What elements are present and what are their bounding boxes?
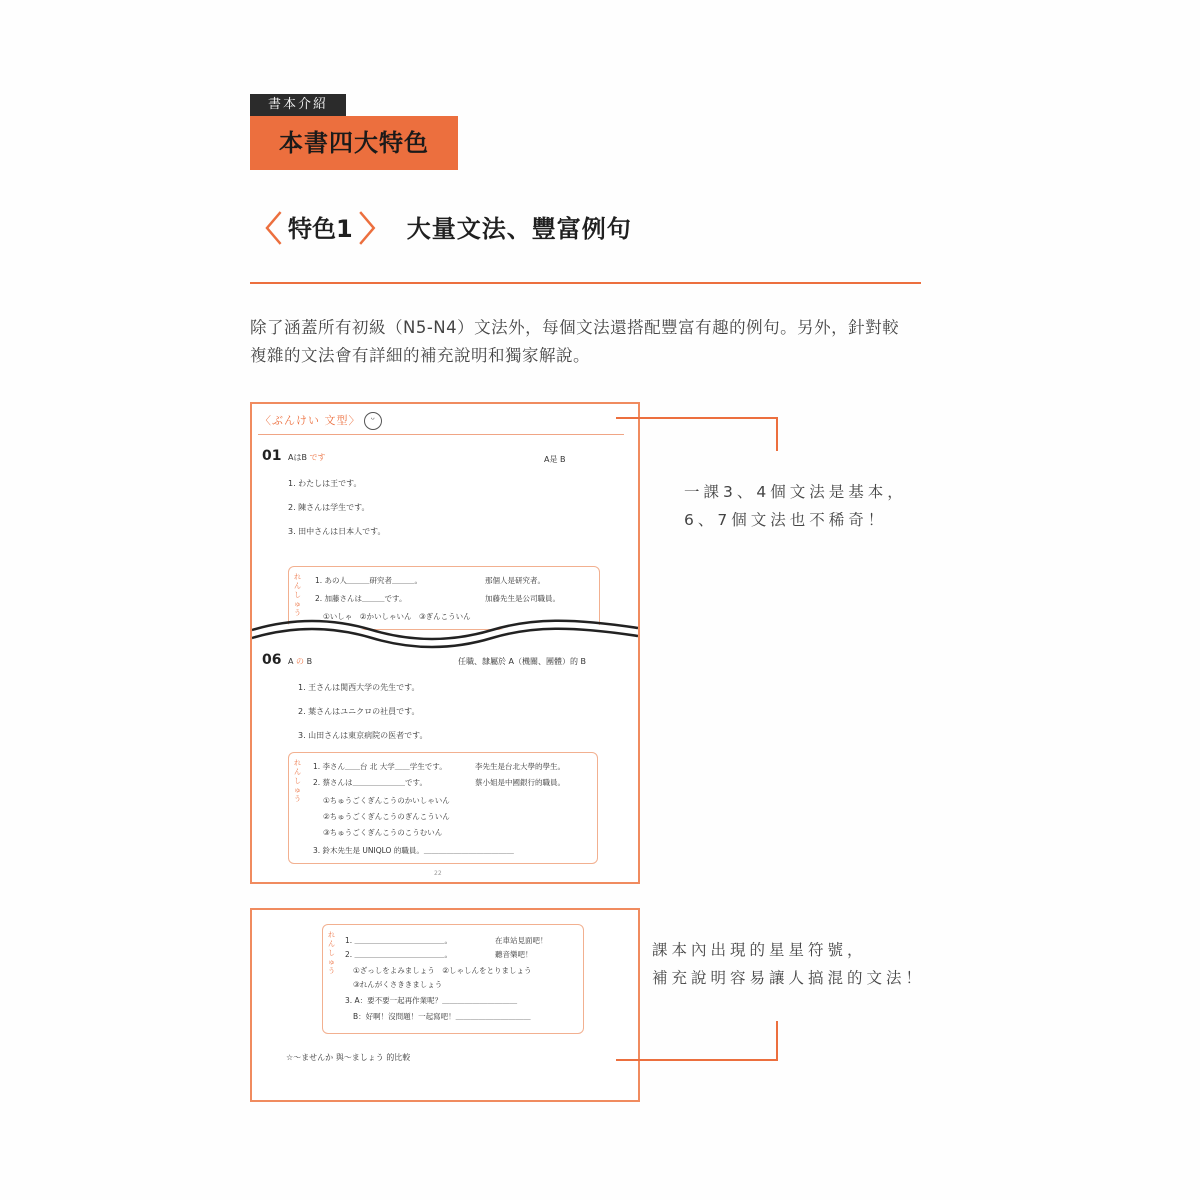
grammar-translation: 任職、隸屬於 A（機關、團體）的 B bbox=[458, 657, 587, 666]
practice-line: 3. 鈴木先生是 UNIQLO 的職員。＿＿＿＿＿＿＿＿＿＿＿＿ bbox=[313, 846, 514, 855]
example-sentence: 2. 陳さんは学生です。 bbox=[288, 503, 370, 512]
practice-line: B：好啊！沒問題！一起寫吧！＿＿＿＿＿＿＿＿＿＿ bbox=[353, 1012, 531, 1021]
sample-page-2 bbox=[250, 908, 640, 1102]
practice-line: 1. ＿＿＿＿＿＿＿＿＿＿＿＿。 bbox=[345, 936, 453, 945]
callout-line: 課本內出現的星星符號， bbox=[652, 941, 867, 959]
practice-option: ③れんがくさききましょう bbox=[353, 980, 443, 989]
pattern-text: AはB bbox=[288, 453, 307, 462]
practice-line: 2. 加藤さんは＿＿＿です。 bbox=[315, 594, 407, 603]
pattern-text: A bbox=[288, 657, 294, 666]
grammar-pattern bbox=[288, 656, 312, 667]
grammar-number: 01 bbox=[262, 448, 282, 464]
callout-line: 補充說明容易讓人搞混的文法！ bbox=[652, 969, 926, 987]
callout-text-bottom bbox=[652, 936, 925, 992]
example-sentence: 2. 葉さんはユニクロの社員です。 bbox=[298, 707, 420, 716]
sample-page-1 bbox=[250, 402, 640, 884]
practice-translation: 加藤先生是公司職員。 bbox=[485, 594, 560, 603]
left-bracket-icon: 〈 bbox=[248, 209, 282, 250]
practice-line: 1. 李さん＿＿台 北 大学＿＿学生です。 bbox=[313, 762, 447, 771]
practice-line: 1. あの人＿＿＿研究者＿＿＿。 bbox=[315, 576, 423, 585]
callout-connector bbox=[776, 1021, 778, 1061]
callout-connector bbox=[616, 1059, 778, 1061]
practice-box bbox=[288, 752, 598, 864]
practice-option: ②ちゅうごくぎんこうのぎんこういん bbox=[323, 812, 450, 821]
pattern-highlight: です bbox=[309, 453, 326, 462]
practice-label: れんしゅう bbox=[294, 759, 301, 803]
feature-label: 特色1 bbox=[288, 214, 353, 243]
practice-translation: 那個人是研究者。 bbox=[485, 576, 545, 585]
section-tag: 書本介紹 bbox=[250, 94, 346, 116]
pattern-highlight: の bbox=[296, 657, 305, 666]
example-sentence: 1. 王さんは関西大学の先生です。 bbox=[298, 683, 420, 692]
grammar-translation: A是 B bbox=[544, 455, 566, 464]
example-sentence: 3. 山田さんは東京病院の医者です。 bbox=[298, 731, 428, 740]
callout-connector bbox=[616, 417, 778, 419]
practice-label: れんしゅう bbox=[328, 931, 335, 975]
feature-title: 大量文法、豐富例句 bbox=[406, 214, 632, 243]
practice-translation: 在車站見面吧！ bbox=[495, 936, 548, 945]
practice-label: れんしゅう bbox=[294, 573, 301, 617]
practice-option: ①ざっしをよみましょう ②しゃしんをとりましょう bbox=[353, 966, 532, 975]
face-icon: ᵕ bbox=[364, 412, 382, 430]
practice-translation: 聽音樂吧！ bbox=[495, 950, 533, 959]
sample-section-title: 〈ぶんけい 文型〉 bbox=[260, 414, 361, 427]
main-heading: 本書四大特色 bbox=[250, 116, 458, 170]
pattern-text: B bbox=[306, 657, 313, 666]
intro-line: 除了涵蓋所有初級（N5-N4）文法外，每個文法還搭配豐富有趣的例句。另外，針對較 bbox=[250, 318, 900, 337]
intro-line: 複雜的文法會有詳細的補充說明和獨家解說。 bbox=[250, 346, 590, 365]
practice-line: 3. A：要不要一起再作業呢？＿＿＿＿＿＿＿＿＿＿ bbox=[345, 996, 518, 1005]
practice-translation: 蔡小姐是中國銀行的職員。 bbox=[475, 778, 565, 787]
example-sentence: 1. わたしは王です。 bbox=[288, 479, 362, 488]
callout-connector bbox=[776, 417, 778, 451]
practice-option: ③ちゅうごくぎんこうのこうむいん bbox=[323, 828, 443, 837]
grammar-pattern bbox=[288, 452, 326, 463]
intro-paragraph bbox=[250, 314, 930, 370]
practice-translation: 李先生是台北大學的學生。 bbox=[475, 762, 565, 771]
practice-options: ①いしゃ ②かいしゃいん ③ぎんこういん bbox=[323, 612, 471, 621]
practice-option: ①ちゅうごくぎんこうのかいしゃいん bbox=[323, 796, 450, 805]
page-number: 22 bbox=[434, 870, 442, 877]
practice-box bbox=[322, 924, 584, 1034]
practice-line: 2. ＿＿＿＿＿＿＿＿＿＿＿＿。 bbox=[345, 950, 453, 959]
right-bracket-icon: 〉 bbox=[358, 209, 393, 250]
sample-title-underline bbox=[258, 434, 624, 435]
page-break-wave bbox=[252, 616, 638, 652]
callout-line: 一課3、4個文法是基本， bbox=[684, 483, 907, 501]
divider bbox=[250, 282, 921, 284]
example-sentence: 3. 田中さんは日本人です。 bbox=[288, 527, 386, 536]
callout-text-top bbox=[684, 478, 907, 534]
practice-line: 2. 蔡さんは＿＿＿＿＿＿＿です。 bbox=[313, 778, 427, 787]
callout-line: 6、7個文法也不稀奇！ bbox=[684, 511, 888, 529]
grammar-number: 06 bbox=[262, 652, 282, 668]
feature-heading bbox=[248, 202, 632, 250]
comparison-note: ☆～ませんか 與～ましょう 的比較 bbox=[286, 1053, 411, 1062]
